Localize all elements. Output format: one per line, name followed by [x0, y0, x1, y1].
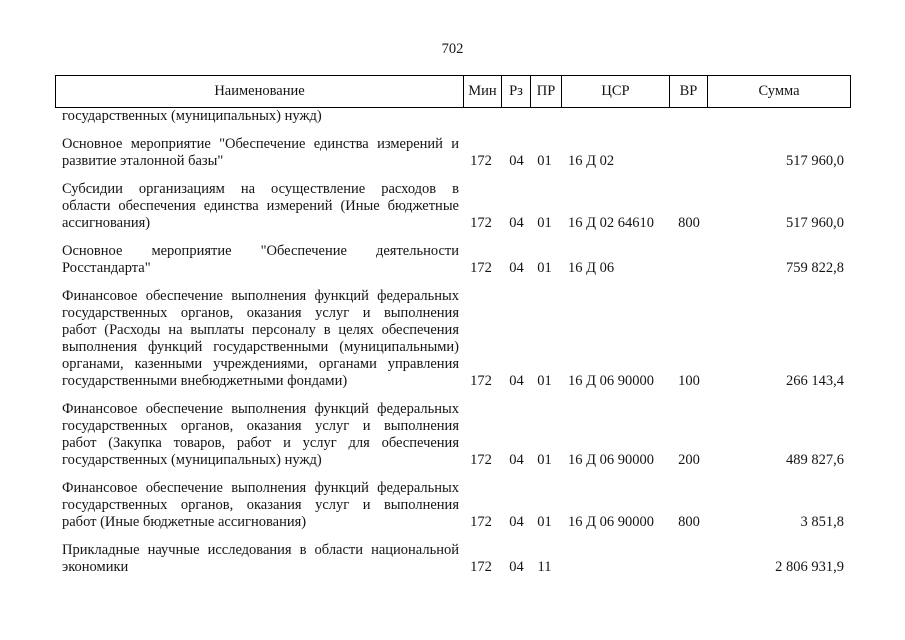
cell-rz: 04 [509, 373, 524, 389]
cell-min: 172 [470, 514, 492, 530]
item-name-line: органами, казенными учреждениями, органами управления [62, 356, 459, 372]
cell-vr: 800 [678, 514, 700, 530]
table-row [56, 125, 850, 170]
cell-rz: 04 [509, 215, 524, 231]
cell-pr: 01 [537, 514, 552, 530]
item-name-line: Финансовое обеспечение выполнения функций федеральных [62, 401, 459, 417]
cell-sum: 2 806 931,9 [775, 559, 844, 575]
table-row [56, 108, 850, 125]
cell-rz: 04 [509, 153, 524, 169]
cell-csr: 16 Д 06 90000 [568, 373, 655, 389]
column-header-min: Мин [464, 76, 502, 107]
cell-pr: 11 [537, 559, 552, 575]
table-row [56, 469, 850, 531]
item-name-line: ассигнования) [62, 215, 151, 231]
item-name-line: государственных органов, оказания услуг и выполнения [62, 305, 459, 321]
column-header-name: Наименование [56, 76, 464, 107]
item-name-line: Основное мероприятие "Обеспечение единства измерений и [62, 136, 459, 152]
item-name [56, 288, 464, 390]
cell-rz: 04 [509, 260, 524, 276]
item-name-line: Финансовое обеспечение выполнения функций федеральных [62, 480, 459, 496]
item-name-line: работ (Иные бюджетные ассигнования) [62, 514, 307, 530]
item-name [56, 542, 464, 576]
column-header-vr: ВР [670, 76, 708, 107]
cell-csr: 16 Д 02 64610 [568, 215, 655, 231]
cell-rz: 04 [509, 514, 524, 530]
cell-csr: 16 Д 02 [568, 153, 615, 169]
item-name-line: государственных (муниципальных) нужд) [62, 108, 322, 124]
cell-pr: 01 [537, 373, 552, 389]
cell-sum: 3 851,8 [800, 514, 844, 530]
item-name-line: Прикладные научные исследования в области национальной [62, 542, 459, 558]
cell-sum: 266 143,4 [786, 373, 844, 389]
cell-min: 172 [470, 260, 492, 276]
cell-pr: 01 [537, 260, 552, 276]
cell-csr: 16 Д 06 [568, 260, 615, 276]
item-name-line: Росстандарта" [62, 260, 151, 276]
cell-min: 172 [470, 452, 492, 468]
cell-csr: 16 Д 06 90000 [568, 452, 655, 468]
cell-vr: 200 [678, 452, 700, 468]
column-header-pr: ПР [531, 76, 562, 107]
item-name-line: Субсидии организациям на осуществление расходов в [62, 181, 459, 197]
cell-rz: 04 [509, 559, 524, 575]
item-name [56, 401, 464, 469]
cell-sum: 489 827,6 [786, 452, 844, 468]
cell-min: 172 [470, 373, 492, 389]
item-name [56, 108, 464, 125]
cell-min: 172 [470, 215, 492, 231]
cell-csr: 16 Д 06 90000 [568, 514, 655, 530]
table-row [56, 170, 850, 232]
cell-sum: 759 822,8 [786, 260, 844, 276]
table-row [56, 277, 850, 390]
table-row [56, 390, 850, 469]
cell-rz: 04 [509, 452, 524, 468]
item-name [56, 181, 464, 232]
item-name-line: государственных органов, оказания услуг и выполнения [62, 497, 459, 513]
item-name [56, 243, 464, 277]
column-header-rz: Рз [502, 76, 531, 107]
item-name-line: работ (Расходы на выплаты персоналу в целях обеспечения [62, 322, 459, 338]
page-number: 702 [441, 41, 464, 57]
cell-pr: 01 [537, 215, 552, 231]
item-name-line: развитие эталонной базы" [62, 153, 224, 169]
cell-min: 172 [470, 559, 492, 575]
item-name-line: области обеспечения единства измерений (Иные бюджетные [62, 198, 459, 214]
item-name-line: Финансовое обеспечение выполнения функций федеральных [62, 288, 459, 304]
cell-min: 172 [470, 153, 492, 169]
cell-vr: 800 [678, 215, 700, 231]
cell-vr: 100 [678, 373, 700, 389]
item-name-line: экономики [62, 559, 129, 575]
cell-pr: 01 [537, 153, 552, 169]
item-name [56, 136, 464, 170]
item-name-line: государственными внебюджетными фондами) [62, 373, 348, 389]
item-name-line: выполнения функций государственными (муниципальными) [62, 339, 459, 355]
table-header [55, 75, 851, 108]
item-name [56, 480, 464, 531]
column-header-csr: ЦСР [562, 76, 670, 107]
cell-pr: 01 [537, 452, 552, 468]
cell-sum: 517 960,0 [786, 153, 844, 169]
column-header-sum: Сумма [758, 83, 800, 99]
item-name-line: государственных (муниципальных) нужд) [62, 452, 322, 468]
table-row [56, 531, 850, 576]
table-row [56, 232, 850, 277]
item-name-line: государственных органов, оказания услуг и выполнения [62, 418, 459, 434]
table-body [56, 108, 850, 576]
cell-sum: 517 960,0 [786, 215, 844, 231]
item-name-line: работ (Закупка товаров, работ и услуг для обеспечения [62, 435, 459, 451]
item-name-line: Основное мероприятие "Обеспечение деятельности [62, 243, 459, 259]
